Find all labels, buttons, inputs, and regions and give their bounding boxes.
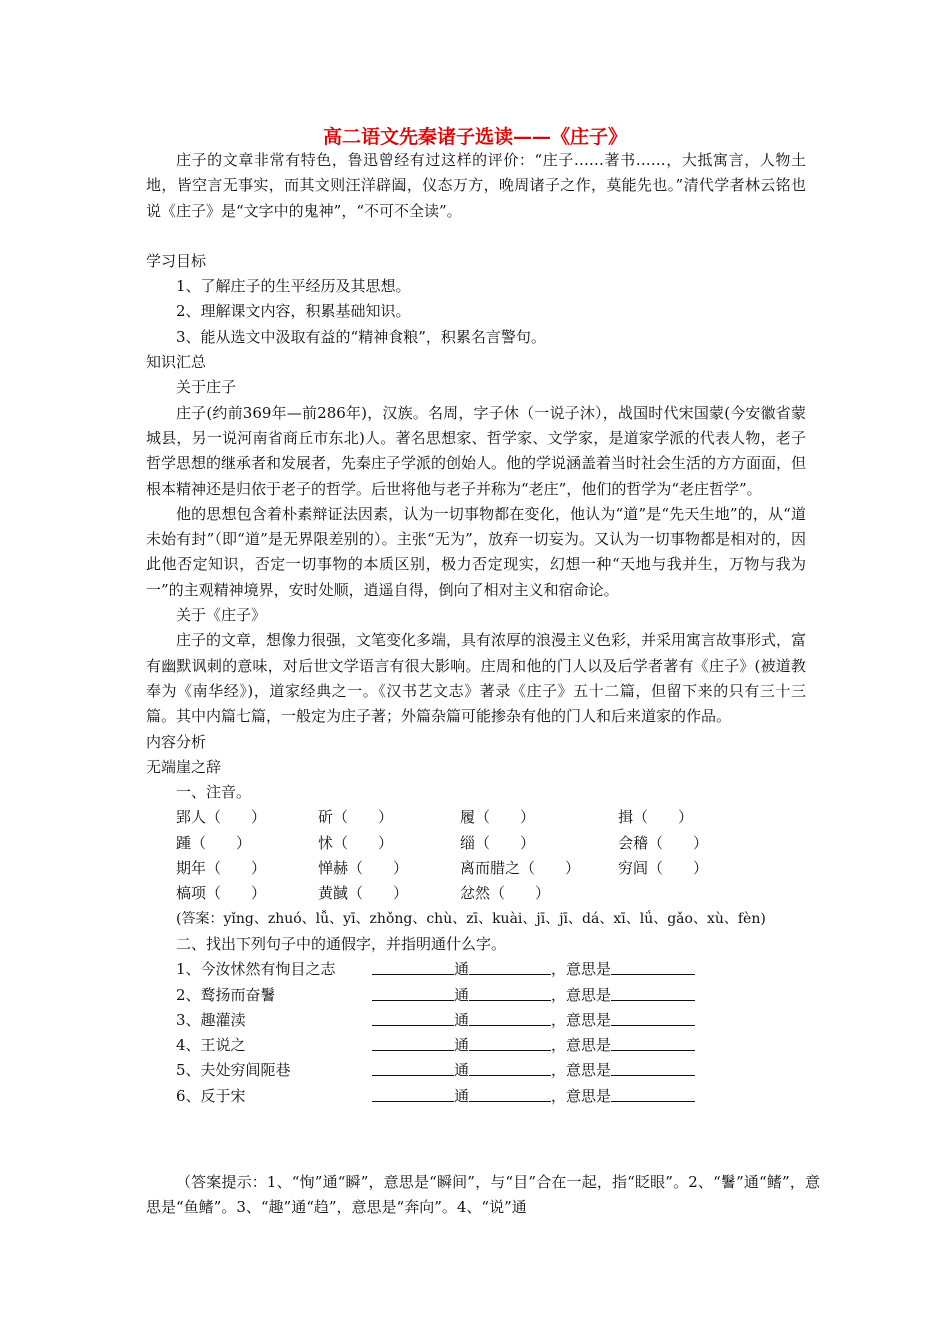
- answer-blank[interactable]: [611, 1084, 695, 1102]
- meaning-label: ，意思是: [551, 960, 612, 979]
- tongjia-row: [146, 983, 806, 1008]
- document-body: [146, 148, 806, 1109]
- tongjia-sentence: 4、王说之: [176, 1036, 246, 1055]
- pinyin-item: 忿然（ ）: [460, 884, 551, 903]
- tongjia-row: [146, 1033, 806, 1058]
- meaning-label: ，意思是: [551, 1036, 612, 1055]
- tongjia-sentence: 2、鹜扬而奋鬐: [176, 985, 276, 1004]
- answer-blank[interactable]: [372, 1084, 454, 1102]
- tong-label: 通: [454, 1036, 470, 1055]
- page-title: 高二语文先秦诸子选读——《庄子》: [322, 126, 627, 148]
- meaning-label: ，意思是: [551, 985, 612, 1004]
- tong-label: 通: [454, 985, 470, 1004]
- pinyin-item: 期年（ ）: [176, 859, 267, 878]
- pinyin-item: 槁项（ ）: [176, 884, 267, 903]
- pinyin-item: 黄馘（ ）: [318, 884, 409, 903]
- question-2-title: 二、找出下列句子中的通假字，并指明通什么字。: [176, 934, 507, 953]
- pinyin-item: 穷闾（ ）: [618, 859, 709, 878]
- pinyin-item: 履（ ）: [460, 808, 536, 827]
- goals-heading: 学习目标: [146, 251, 207, 270]
- tong-label: 通: [454, 1061, 470, 1080]
- spacer: [146, 224, 806, 249]
- answer-blank[interactable]: [372, 1058, 454, 1076]
- pinyin-item: 离而腊之（ ）: [460, 859, 581, 878]
- answer-blank[interactable]: [469, 1033, 551, 1051]
- meaning-label: ，意思是: [551, 1010, 612, 1029]
- goal-item: 2、理解课文内容，积累基础知识。: [176, 302, 411, 321]
- tong-label: 通: [454, 960, 470, 979]
- answer-blank[interactable]: [469, 957, 551, 975]
- pinyin-item: 揖（ ）: [618, 808, 694, 827]
- pinyin-grid: [146, 805, 806, 906]
- answer-blank[interactable]: [372, 957, 454, 975]
- about-zhuangzi-heading: 关于庄子: [176, 378, 237, 397]
- meaning-label: ，意思是: [551, 1061, 612, 1080]
- pinyin-item: 斫（ ）: [318, 808, 394, 827]
- pinyin-item: 惮赫（ ）: [318, 859, 409, 878]
- tongjia-row: [146, 1084, 806, 1109]
- tongjia-sentence: 3、趣灌渎: [176, 1010, 246, 1029]
- pinyin-item: 会稽（ ）: [618, 833, 709, 852]
- knowledge-heading: 知识汇总: [146, 353, 207, 372]
- book-paragraph: 庄子的文章，想像力很强，文笔变化多端，具有浓厚的浪漫主义色彩，并采用寓言故事形式，富有幽默讽刺的意味，对后世文学语言有很大影响。庄周和他的门人以及后学者著有《庄子》(被道教奉为《南华经》)，道家经典之一。《汉书艺文志》著录《庄子》五十二篇，但留下来的只有三十三篇。其中内篇七篇，一般定为庄子著；外篇杂篇可能掺杂有他的门人和后来道家的作品。: [146, 631, 807, 726]
- about-book-heading: 关于《庄子》: [176, 606, 267, 625]
- answer-blank[interactable]: [611, 1008, 695, 1026]
- tongjia-sentence: 6、反于宋: [176, 1086, 246, 1105]
- answer-blank[interactable]: [372, 1008, 454, 1026]
- tong-label: 通: [454, 1086, 470, 1105]
- tongjia-row: [146, 1058, 806, 1083]
- pinyin-answer: (答案：yǐng、zhuó、lǚ、yī、zhǒng、chù、zī、kuài、jī、jī、dá、xī、lǘ、gǎo、xù、fèn): [176, 910, 766, 927]
- pinyin-item: 郢人（ ）: [176, 808, 267, 827]
- answer-blank[interactable]: [611, 957, 695, 975]
- answer-hint: （答案提示：1、“恂”通“瞬”，意思是“瞬间”，与“目”合在一起，指“眨眼”。2、“鬐”通“鳍”，意思是“鱼鳍”。3、“趣”通“趋”，意思是“奔向”。4、“说”通: [146, 1173, 820, 1217]
- answer-blank[interactable]: [469, 1084, 551, 1102]
- thought-paragraph: 他的思想包含着朴素辩证法因素，认为一切事物都在变化，他认为“道”是“先天生地”的，从“道未始有封”（即“道”是无界限差别的）。主张“无为”，放弃一切妄为。又认为一切事物都是相对的，因此他否定知识，否定一切事物的本质区别，极力否定现实，幻想一种“天地与我并生，万物与我为一”的主观精神境界，安时处顺，逍遥自得，倒向了相对主义和宿命论。: [146, 504, 806, 599]
- answer-blank[interactable]: [611, 983, 695, 1001]
- pinyin-item: 缁（ ）: [460, 833, 536, 852]
- tongjia-row: [146, 1008, 806, 1033]
- intro-paragraph: 庄子的文章非常有特色，鲁迅曾经有过这样的评价：“庄子……著书……，大抵寓言，人物土地，皆空言无事实，而其文则汪洋辟阖，仪态万方，晚周诸子之作，莫能先也。”清代学者林云铭也说《庄子》是“文字中的鬼神”，“不可不全读”。: [146, 151, 806, 220]
- goal-item: 1、了解庄子的生平经历及其思想。: [176, 277, 411, 296]
- meaning-label: ，意思是: [551, 1086, 612, 1105]
- goal-item: 3、能从选文中汲取有益的“精神食粮”，积累名言警句。: [176, 327, 546, 346]
- answer-blank[interactable]: [469, 1058, 551, 1076]
- answer-blank[interactable]: [372, 983, 454, 1001]
- tongjia-sentence: 5、夫处穷闾阨巷: [176, 1061, 291, 1080]
- question-1-title: 一、注音。: [176, 783, 252, 802]
- answer-blank[interactable]: [372, 1033, 454, 1051]
- biography-paragraph: 庄子(约前369年—前286年)，汉族。名周，字子休（一说子沐），战国时代宋国蒙(今安徽省蒙城县，另一说河南省商丘市东北)人。著名思想家、哲学家、文学家，是道家学派的代表人物，老子哲学思想的继承者和发展者，先秦庄子学派的创始人。他的学说涵盖着当时社会生活的方方面面，但根本精神还是归依于老子的哲学。后世将他与老子并称为“老庄”，他们的哲学为“老庄哲学”。: [146, 403, 807, 498]
- tongjia-row: [146, 957, 806, 982]
- answer-blank[interactable]: [469, 1008, 551, 1026]
- answer-blank[interactable]: [611, 1033, 695, 1051]
- pinyin-item: 踵（ ）: [176, 833, 252, 852]
- analysis-heading: 内容分析: [146, 732, 207, 751]
- tongjia-sentence: 1、今汝怵然有恂目之志: [176, 960, 336, 979]
- pinyin-item: 怵（ ）: [318, 833, 394, 852]
- answer-hint-block: [146, 1170, 820, 1221]
- analysis-subheading: 无端崖之辞: [146, 757, 222, 776]
- tong-label: 通: [454, 1010, 470, 1029]
- answer-blank[interactable]: [611, 1058, 695, 1076]
- answer-blank[interactable]: [469, 983, 551, 1001]
